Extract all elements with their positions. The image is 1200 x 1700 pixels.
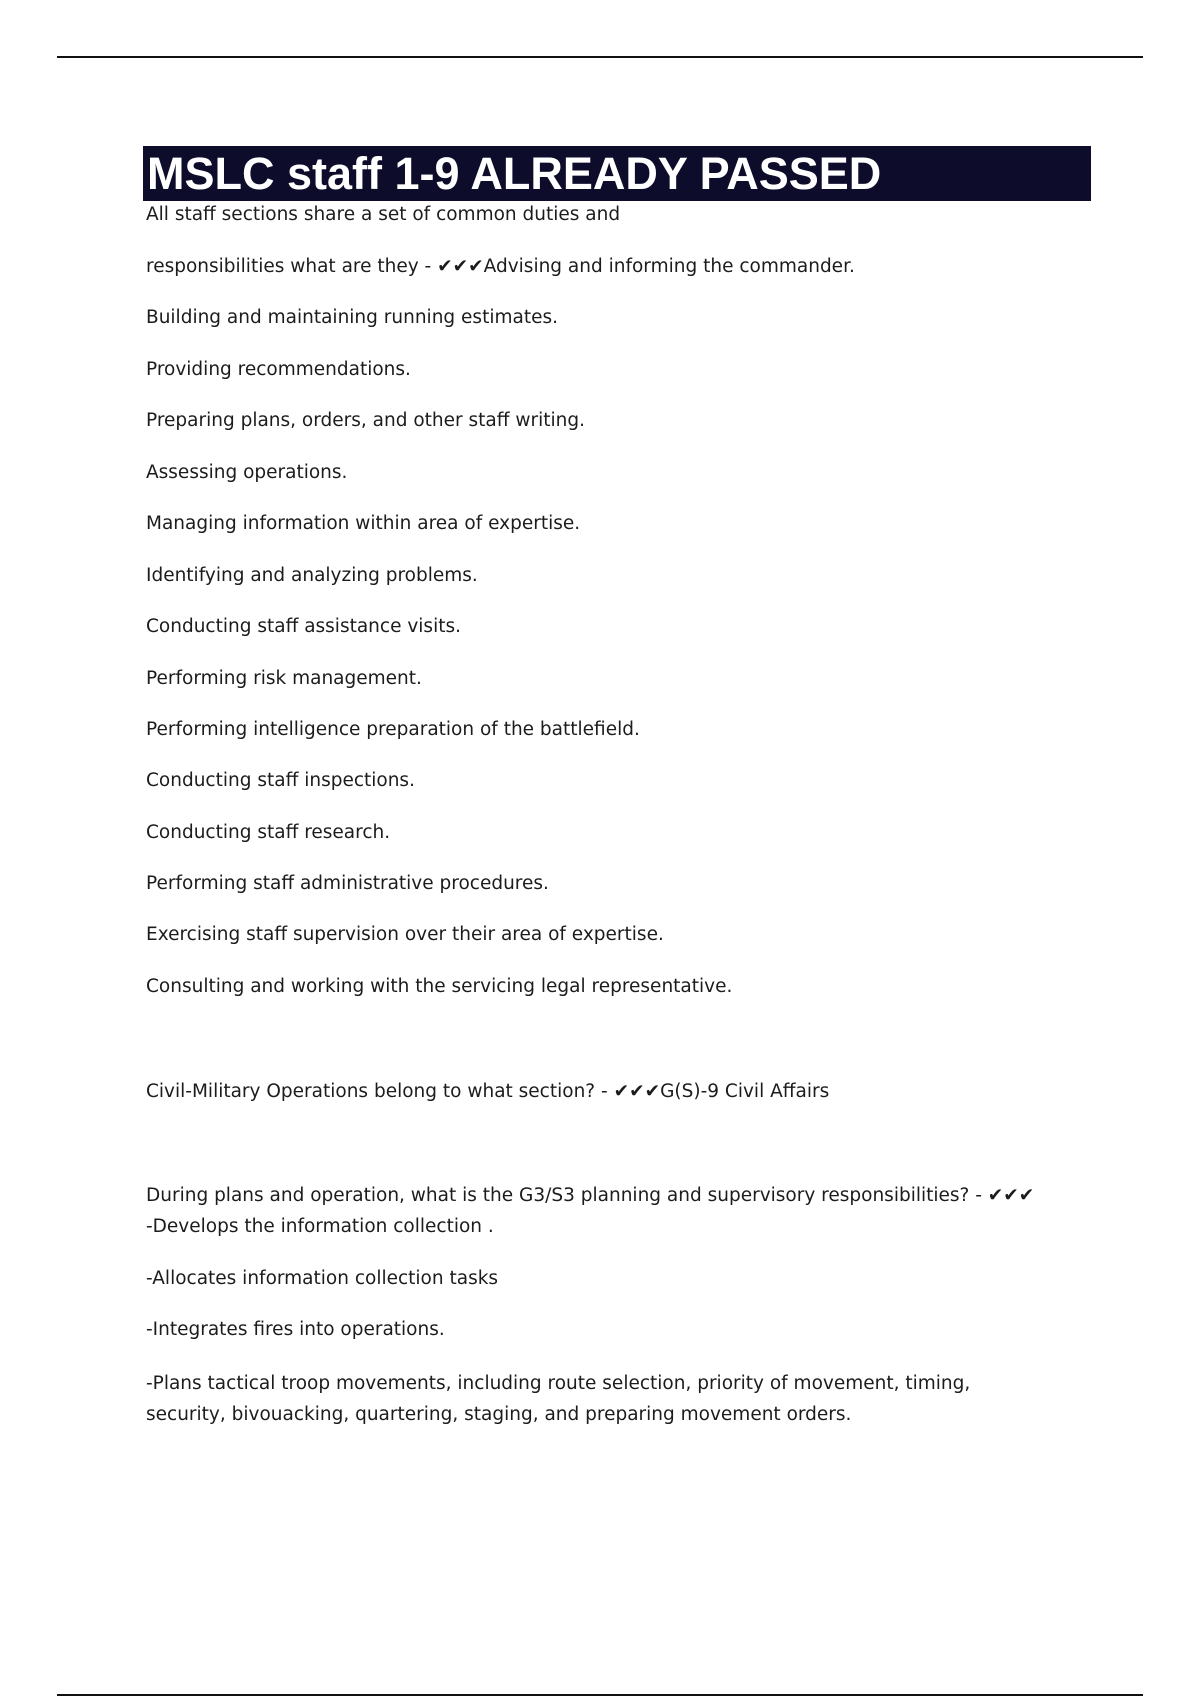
q3-item: -Plans tactical troop movements, including route selection, priority of movement, timing, security, bivouacking, quartering, staging, and preparing movement orders.: [146, 1373, 971, 1425]
q1-item: Conducting staff assistance visits.: [146, 616, 461, 637]
q1-item: Assessing operations.: [146, 462, 348, 483]
check-marks: ✔✔✔: [987, 1185, 1035, 1206]
q1-item: Performing staff administrative procedures.: [146, 873, 549, 894]
q2-answer: G(S)-9 Civil Affairs: [660, 1081, 830, 1102]
q1-line-1: All staff sections share a set of common duties and: [146, 204, 621, 225]
title-banner: [143, 146, 1091, 201]
q2-question-text: Civil-Military Operations belong to what section? -: [146, 1081, 614, 1102]
q1-item: Conducting staff research.: [146, 822, 391, 843]
q3-item: -Integrates fires into operations.: [146, 1319, 445, 1340]
check-marks: ✔✔✔: [437, 256, 484, 277]
q3-item: -Allocates information collection tasks: [146, 1268, 499, 1289]
footer-rule: [57, 1694, 1143, 1696]
q1-item: Identifying and analyzing problems.: [146, 565, 478, 586]
document-title: MSLC staff 1-9 ALREADY PASSED: [147, 148, 882, 199]
q1-line-2: [146, 255, 855, 279]
q3-question-text: During plans and operation, what is the G3/S3 planning and supervisory responsibilities? -: [146, 1185, 988, 1206]
q1-item: Managing information within area of expertise.: [146, 513, 581, 534]
q1-item: Consulting and working with the servicing legal representative.: [146, 976, 733, 997]
q1-item: Performing risk management.: [146, 668, 422, 689]
q1-item: Exercising staff supervision over their area of expertise.: [146, 924, 664, 945]
q2-line: [146, 1080, 829, 1104]
q3-first-answer: -Develops the information collection .: [146, 1216, 494, 1237]
q1-item: Building and maintaining running estimates.: [146, 307, 558, 328]
q1-first-answer: Advising and informing the commander.: [483, 256, 855, 277]
q1-item: Conducting staff inspections.: [146, 770, 415, 791]
q3-paragraph: [146, 1180, 1046, 1242]
check-marks: ✔✔✔: [613, 1081, 661, 1102]
header-rule: [57, 56, 1143, 58]
q1-item: Performing intelligence preparation of the battlefield.: [146, 719, 640, 740]
q1-item: Providing recommendations.: [146, 359, 411, 380]
q1-item: Preparing plans, orders, and other staff writing.: [146, 410, 585, 431]
q1-question-text: responsibilities what are they -: [146, 256, 438, 277]
